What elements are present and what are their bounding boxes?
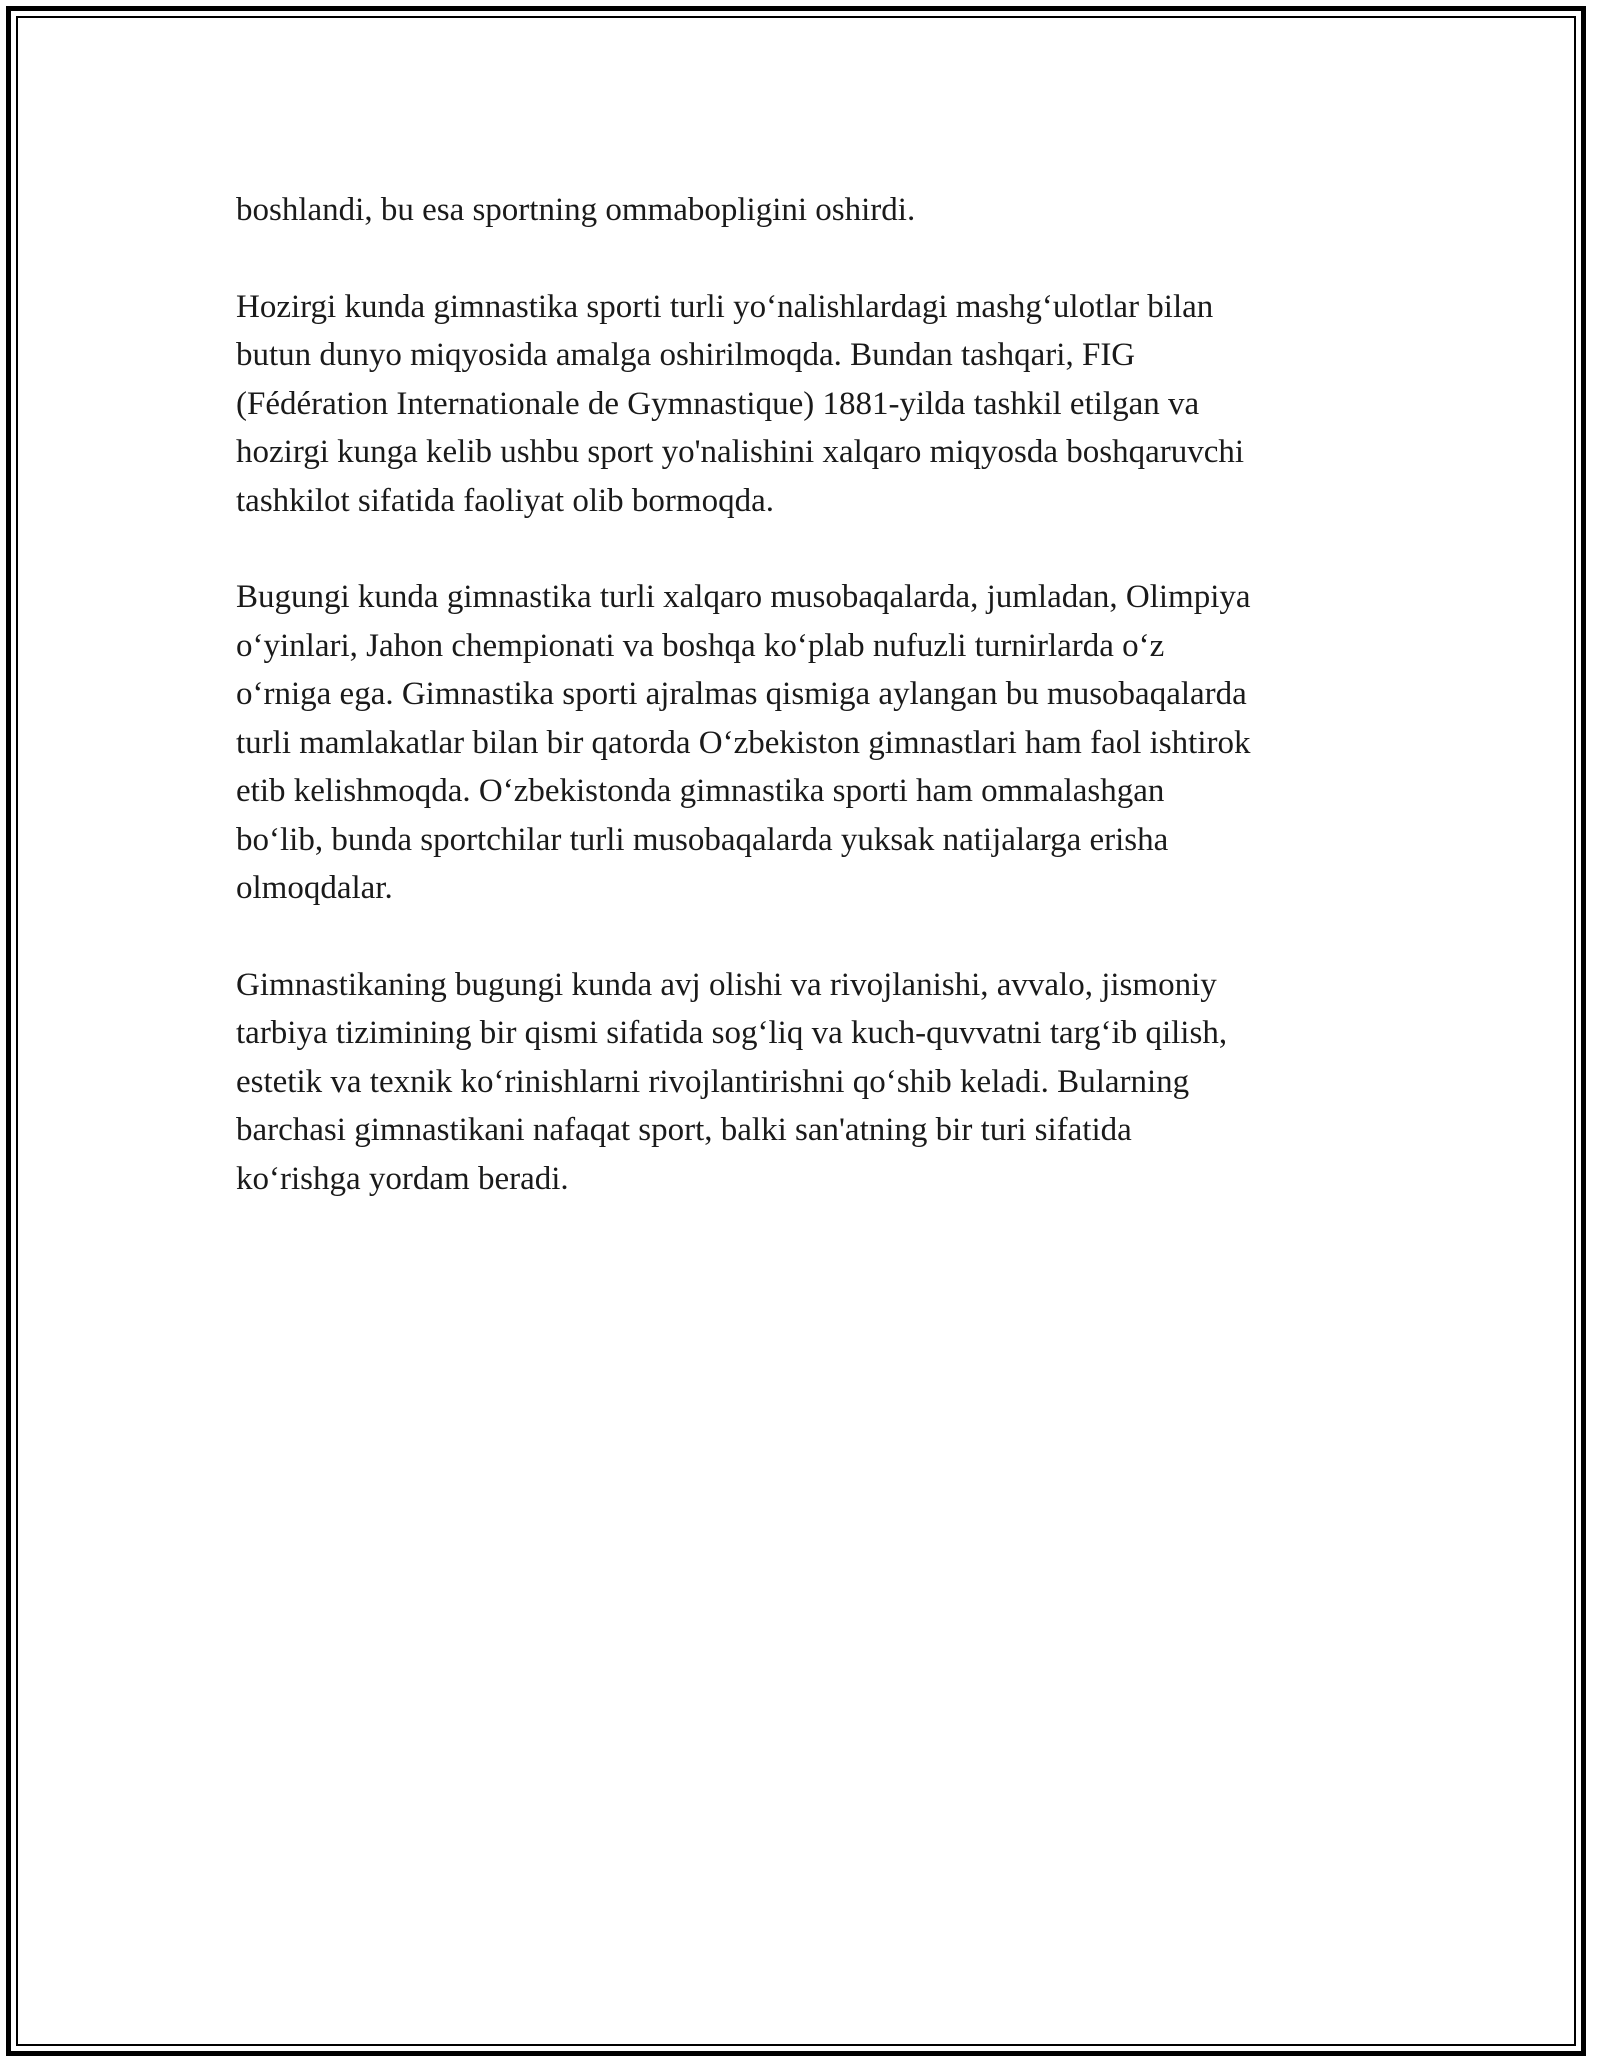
text-line: barchasi gimnastikani nafaqat sport, balki san'atning bir turi sifatida [236, 1112, 1132, 1148]
paragraph-development [236, 961, 1386, 1204]
paragraph-continuation [236, 186, 1386, 235]
text-line: butun dunyo miqyosida amalga oshirilmoqda. Bundan tashqari, FIG [236, 337, 1136, 373]
text-line: hozirgi kunga kelib ushbu sport yo'nalishini xalqaro miqyosda boshqaruvchi [236, 434, 1245, 470]
text-line: turli mamlakatlar bilan bir qatorda O‘zbekiston gimnastlari ham faol ishtirok [236, 724, 1251, 761]
text-line: (Fédération Internationale de Gymnastique) 1881-yilda tashkil etilgan va [236, 385, 1200, 422]
text-line: tarbiya tizimining bir qismi sifatida sog‘liq va kuch-quvvatni targ‘ib qilish, [236, 1015, 1228, 1051]
text-line: bo‘lib, bunda sportchilar turli musobaqalarda yuksak natijalarga erisha [236, 821, 1169, 858]
text-line: etib kelishmoqda. O‘zbekistonda gimnastika sporti ham ommalashgan [236, 773, 1165, 809]
text-line: Bugungi kunda gimnastika turli xalqaro musobaqalarda, jumladan, Olimpiya [236, 579, 1251, 615]
text-line: o‘rniga ega. Gimnastika sporti ajralmas qismiga aylangan bu musobaqalarda [236, 676, 1247, 712]
text-line: o‘yinlari, Jahon chempionati va boshqa ko‘plab nufuzli turnirlarda o‘z [236, 627, 1165, 664]
text-line: ko‘rishga yordam beradi. [236, 1160, 569, 1197]
text-line: estetik va texnik ko‘rinishlarni rivojlantirishni qo‘shib keladi. Bularning [236, 1063, 1190, 1100]
text-line: Gimnastikaning bugungi kunda avj olishi va rivojlanishi, avvalo, jismoniy [236, 966, 1217, 1003]
document-body [236, 186, 1386, 1251]
paragraph-competitions [236, 573, 1386, 913]
text-line: olmoqdalar. [236, 870, 393, 906]
text-line: Hozirgi kunda gimnastika sporti turli yo‘nalishlardagi mashg‘ulotlar bilan [236, 288, 1214, 325]
text-line: boshlandi, bu esa sportning ommabopligini oshirdi. [236, 192, 916, 228]
text-line: tashkilot sifatida faoliyat olib bormoqda. [236, 482, 774, 519]
paragraph-fig-history [236, 283, 1386, 526]
